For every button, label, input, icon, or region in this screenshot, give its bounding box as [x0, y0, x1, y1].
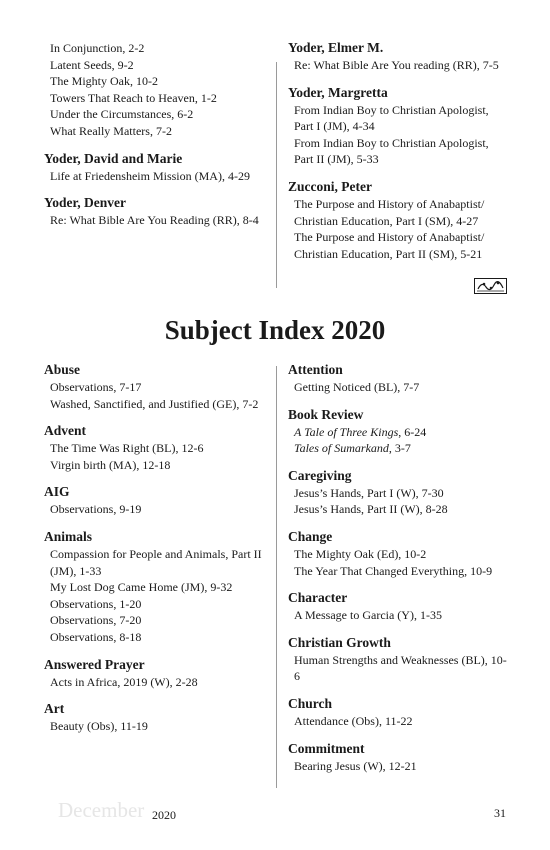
index-heading: Yoder, Denver: [44, 195, 126, 211]
index-heading: Yoder, David and Marie: [44, 150, 183, 166]
index-heading: Animals: [44, 528, 93, 544]
index-entry: Virgin birth (MA), 12-18: [50, 457, 171, 472]
index-group: [44, 701, 266, 735]
index-entry: [288, 440, 510, 457]
index-group: [44, 484, 266, 518]
index-group: [288, 696, 510, 730]
index-entry: From Indian Boy to Christian Apologist, Part I (JM), 4-34: [294, 102, 489, 134]
page-number: 31: [494, 806, 506, 820]
column-divider: [276, 366, 277, 788]
index-entry: My Lost Dog Came Home (JM), 9-32: [50, 580, 233, 595]
index-group: [44, 657, 266, 691]
index-entry: Attendance (Obs), 11-22: [294, 713, 413, 728]
index-group: [288, 635, 510, 685]
index-entry: Observations, 7-20: [50, 613, 142, 628]
index-entry: Observations, 1-20: [50, 596, 142, 611]
index-group: [288, 40, 510, 74]
index-entry: In Conjunction, 2-2: [50, 41, 145, 55]
entry-reference: , 6-24: [398, 424, 427, 439]
index-heading: AIG: [44, 484, 70, 500]
index-heading: Christian Growth: [288, 634, 391, 650]
index-heading: Character: [288, 590, 348, 606]
index-heading: Caregiving: [288, 467, 352, 483]
index-entry: A Message to Garcia (Y), 1-35: [294, 608, 442, 623]
index-heading: Yoder, Elmer M.: [288, 40, 384, 55]
index-entry: Jesus’s Hands, Part I (W), 7-30: [294, 485, 444, 500]
index-heading: Zucconi, Peter: [288, 178, 372, 194]
footer-month: December: [58, 798, 145, 822]
index-entry: Re: What Bible Are You reading (RR), 7-5: [294, 58, 499, 72]
index-group: [44, 151, 266, 185]
index-group: [288, 179, 510, 262]
index-group: [288, 468, 510, 518]
entry-reference: , 3-7: [388, 441, 411, 456]
index-entry: The Purpose and History of Anabaptist/ Christian Education, Part II (SM), 5-21: [294, 230, 485, 261]
index-entry: The Time Was Right (BL), 12-6: [50, 441, 204, 456]
index-group: [44, 195, 266, 229]
index-group: [44, 40, 266, 140]
index-group: [44, 529, 266, 646]
index-entry: Beauty (Obs), 11-19: [50, 719, 148, 734]
index-entry: What Really Matters, 7-2: [50, 123, 172, 138]
book-title: A Tale of Three Kings: [294, 424, 399, 439]
index-entry: Life at Friedensheim Mission (MA), 4-29: [50, 168, 250, 183]
index-group: [288, 741, 510, 775]
end-ornament-icon: [474, 278, 507, 294]
index-group: [288, 362, 510, 396]
index-group: [288, 85, 510, 168]
index-entry: The Year That Changed Everything, 10-9: [294, 563, 493, 578]
index-heading: Church: [288, 695, 333, 711]
index-group: [44, 362, 266, 412]
index-group: [288, 407, 510, 457]
book-title: Tales of Sumarkand: [294, 441, 389, 456]
index-group: [288, 590, 510, 624]
section-title: Subject Index 2020: [164, 315, 386, 345]
author-index-left-column: [44, 40, 266, 240]
column-divider: [276, 62, 277, 288]
index-entry: Bearing Jesus (W), 12-21: [294, 758, 417, 773]
subject-index-right-column: [288, 362, 510, 785]
index-entry: Observations, 7-17: [50, 380, 142, 394]
index-entry: Compassion for People and Animals, Part II (JM), 1-33: [50, 546, 262, 578]
index-entry: The Mighty Oak, 10-2: [50, 74, 158, 89]
index-heading: Art: [44, 701, 65, 717]
index-entry: Human Strengths and Weaknesses (BL), 10-6: [294, 652, 507, 684]
index-heading: Change: [288, 528, 333, 544]
index-heading: Advent: [44, 423, 87, 439]
index-entry: Under the Circumstances, 6-2: [50, 107, 194, 122]
subject-index-left-column: [44, 362, 266, 746]
index-entry: Getting Noticed (BL), 7-7: [294, 380, 420, 394]
index-entry: [288, 424, 510, 441]
index-entry: Washed, Sanctified, and Justified (GE), 7-2: [50, 396, 259, 411]
index-entry: Latent Seeds, 9-2: [50, 57, 134, 72]
author-index-right-column: [288, 40, 510, 273]
index-heading: Yoder, Margretta: [288, 84, 388, 100]
index-entry: The Purpose and History of Anabaptist/ Christian Education, Part I (SM), 4-27: [294, 196, 485, 228]
index-entry: Observations, 9-19: [50, 502, 142, 517]
index-entry: Acts in Africa, 2019 (W), 2-28: [50, 674, 198, 689]
footer-year: 2020: [152, 808, 176, 822]
index-heading: Answered Prayer: [44, 656, 145, 672]
index-group: [44, 423, 266, 473]
index-heading: Book Review: [288, 406, 364, 422]
index-heading: Attention: [288, 362, 343, 377]
index-entry: From Indian Boy to Christian Apologist, Part II (JM), 5-33: [294, 135, 489, 167]
index-group: [288, 529, 510, 579]
index-entry: Jesus’s Hands, Part II (W), 8-28: [294, 502, 448, 517]
index-entry: The Mighty Oak (Ed), 10-2: [294, 546, 427, 561]
index-entry: Re: What Bible Are You Reading (RR), 8-4: [50, 213, 259, 228]
index-heading: Commitment: [288, 740, 365, 756]
index-entry: Observations, 8-18: [50, 629, 142, 644]
index-heading: Abuse: [44, 362, 81, 377]
index-entry: Towers That Reach to Heaven, 1-2: [50, 90, 217, 105]
